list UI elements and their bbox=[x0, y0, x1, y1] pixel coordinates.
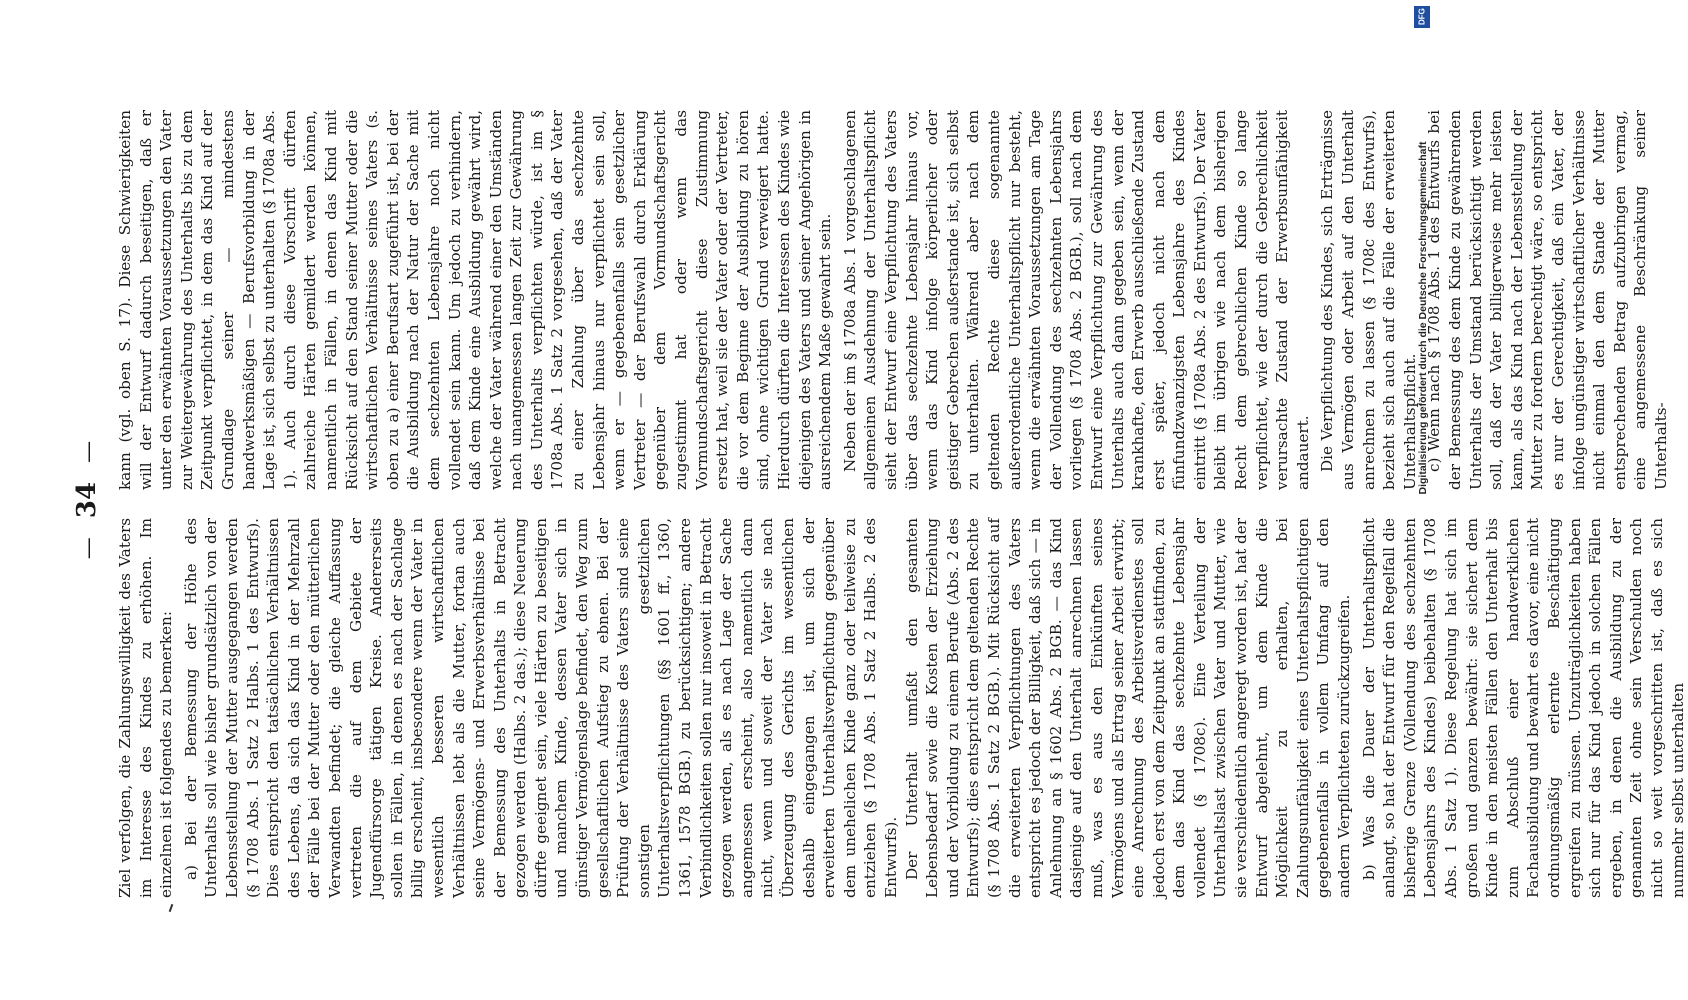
dfg-logo-icon: DFG bbox=[1414, 6, 1430, 28]
paragraph: b) Was die Dauer der Unterhaltspflicht anlangt, so hat der Entwurf für den Regelfall die bisherige Grenze (Vollendung des sechzehnten Lebensjahrs des Kindes) beibehalten (§ 1708 Abs. 1 Satz 1). Diese Regelung hat sich im großen und ganzen bewährt: sie sichert dem Kinde in den meisten Fällen den Unterhalt bis zum Abschluß einer handwerklichen Fachausbildung und bewahrt es davor, eine nicht ordnungsmäßig erlernte Beschäftigung ergreifen zu müssen. Unzuträglichkeiten haben sich nur für das Kind jedoch in solchen Fällen ergeben, in denen die Ausbildung zu der genannten Zeit ohne sein Verschulden noch nicht so weit vorgeschritten ist, daß es sich nunmehr selbst unterhalten bbox=[1359, 518, 1687, 898]
credit-text: Digitalisierung gefördert durch die Deutsche Forschungsgemeinschaft bbox=[1417, 141, 1429, 495]
digitization-credit bbox=[1412, 0, 1434, 1000]
header-dash-left: — bbox=[76, 537, 101, 560]
paragraph: a) Bei der Bemessung der Höhe des Unterhalts soll wie bisher grundsätzlich von der Lebensstellung der Mutter ausgegangen werden (§ 1708 Abs. 1 Satz 2 Halbs. 1 des Entwurfs). Dies entspricht den tatsächlichen Verhältnissen des Lebens, da sich das Kind in der Mehrzahl der Fälle bei der Mutter oder den mütterlichen Verwandten befindet; die gleiche Auffassung vertreten die auf dem Gebiete der Jugendfürsorge tätigen Kreise. Andererseits sollen in Fällen, in denen es nach der Sachlage billig erscheint, insbesondere wenn der Vater in wesentlich besseren wirtschaftlichen Verhältnissen lebt als die Mutter, fortan auch seine Vermögens- und Erwerbsverhältnisse bei der Bemessung des Unterhalts in Betracht gezogen werden (Halbs. 2 das.); diese Neuerung dürfte geeignet sein, viele Härten zu beseitigen und manchem Kinde, dessen Vater sich in günstiger Vermögenslage befindet, den Weg zum gesellschaftlichen Aufstieg zu ebnen. Bei der Prüfung der Verhältnisse des Vaters sind seine sonstigen gesetzlichen Unterhaltsverpflichtungen (§§ 1601 ff., 1360, 1361, 1578 BGB.) zu berücksichtigen; andere Verbindlichkeiten sollen nur insoweit in Betracht gezogen werden, als es nach Lage der Sache angemessen erscheint, also namentlich dann nicht, wenn und soweit der Vater sie nach Überzeugung des Gerichts im wesentlichen deshalb eingegangen ist, um sich der erweiterten Unterhaltsverpflichtung gegenüber dem unehelichen Kinde ganz oder teilweise zu entziehen (§ 1708 Abs. 1 Satz 2 Halbs. 2 des Entwurfs). bbox=[181, 518, 900, 898]
paragraph: Neben der im § 1708a Abs. 1 vorgeschlagenen allgemeinen Ausdehnung der Unterhaltspflicht sieht der Entwurf eine Verpflichtung des Vaters über das sechzehnte Lebensjahr hinaus vor, wenn das Kind infolge körperlicher oder geistiger Gebrechen außerstande ist, sich selbst zu unterhalten. Während aber nach dem geltenden Rechte diese sogenannte außerordentliche Unterhaltspflicht nur besteht, wenn die erwähnten Voraussetzungen am Tage der Vollendung des sechzehnten Lebensjahrs vorliegen (§ 1708 Abs. 2 BGB.), soll nach dem Entwurf eine Verpflichtung zur Gewährung des Unterhalts auch dann gegeben sein, wenn der krankhafte, den Erwerb ausschließende Zustand erst später, jedoch nicht nach dem fünfundzwanzigsten Lebensjahre des Kindes eintritt (§ 1708a Abs. 2 des Entwurfs). Der Vater bleibt im übrigen wie nach dem bisherigen Recht dem gebrechlichen Kinde so lange verpflichtet, wie der durch die Gebrechlichkeit verursachte Zustand der Erwerbsunfähigkeit andauert. bbox=[840, 110, 1312, 490]
paragraph: c) Wenn nach § 1708 Abs. 1 des Entwurfs bei der Bemessung des dem Kinde zu gewährenden Unterhalts der Umstand berücksichtigt werden soll, daß der Vater billigerweise mehr leisten kann, als das Kind nach der Lebensstellung der Mutter zu fordern berechtigt wäre, so entspricht es nur der Gerechtigkeit, daß ein Vater, der infolge ungünstiger wirtschaftlicher Verhältnisse nicht einmal den dem Stande der Mutter entsprechenden Betrag aufzubringen vermag, eine angemessene Beschränkung seiner Unterhalts- bbox=[1425, 110, 1670, 490]
text-column-left bbox=[115, 518, 1687, 898]
paragraph: kann (vgl. oben S. 17). Diese Schwierigkeiten will der Entwurf dadurch beseitigen, daß er unter den erwähnten Voraussetzungen den Vater zur Weitergewährung des Unterhalts bis zu dem Zeitpunkt verpflichtet, in dem das Kind auf der Grundlage seiner — mindestens handwerksmäßigen — Berufsvorbildung in der Lage ist, sich selbst zu unterhalten (§ 1708a Abs. 1). Auch durch diese Vorschrift dürften zahlreiche Härten gemildert werden können, namentlich in Fällen, in denen das Kind mit Rücksicht auf den Stand seiner Mutter oder die wirtschaftlichen Verhältnisse seines Vaters (s. oben zu a) einer Berufsart zugeführt ist, bei der die Ausbildung nach der Natur der Sache mit dem sechzehnten Lebensjahre noch nicht vollendet sein kann. Um jedoch zu verhindern, daß dem Kinde eine Ausbildung gewährt wird, welche der Vater während einer den Umständen nach unangemessen langen Zeit zur Gewährung des Unterhalts verpflichten würde, ist im § 1708a Abs. 1 Satz 2 vorgesehen, daß der Vater zu einer Zahlung über das sechzehnte Lebensjahr hinaus nur verpflichtet sein soll, wenn er — gegebenenfalls sein gesetzlicher Vertreter — der Berufswahl durch Erklärung gegenüber dem Vormundschaftsgericht zugestimmt hat oder wenn das Vormundschaftsgericht diese Zustimmung ersetzt hat, weil sie der Vater oder der Vertreter, die vor dem Beginne der Ausbildung zu hören sind, ohne wichtigen Grund verweigert hatte. Hierdurch dürften die Interessen des Kindes wie diejenigen des Vaters und seiner Angehörigen in ausreichendem Maße gewahrt sein. bbox=[116, 110, 835, 490]
paragraph: Ziel verfolgen, die Zahlungswilligkeit des Vaters im Interesse des Kindes zu erhöhen. Im einzelnen ist folgendes zu bemerken: bbox=[116, 518, 176, 898]
paragraph: Die Verpflichtung des Kindes, sich Erträgnisse aus Vermögen oder Arbeit auf den Unterhalt anrechnen zu lassen (§ 1708c des Entwurfs), bezieht sich auch auf die Fälle der erweiterten Unterhaltspflicht. bbox=[1318, 110, 1419, 490]
paragraph: Der Unterhalt umfaßt den gesamten Lebensbedarf sowie die Kosten der Erziehung und der Vorbildung zu einem Berufe (Abs. 2 des Entwurfs); dies entspricht dem geltenden Rechte (§ 1708 Abs. 1 Satz 2 BGB.). Mit Rücksicht auf die erweiterten Verpflichtungen des Vaters entspricht es jedoch der Billigkeit, daß sich — in Anlehnung an § 1602 Abs. 2 BGB. — das Kind dasjenige auf den Unterhalt anrechnen lassen muß, was es aus den Einkünften seines Vermögens und als Ertrag seiner Arbeit erwirbt; eine Anrechnung des Arbeitsverdienstes soll jedoch erst von dem Zeitpunkt an stattfinden, zu dem das Kind das sechzehnte Lebensjahr vollendet (§ 1708c). Eine Verteilung der Unterhaltslast zwischen Vater und Mutter, wie sie verschiedentlich angeregt worden ist, hat der Entwurf abgelehnt, um dem Kinde die Möglichkeit zu erhalten, bei Zahlungsunfähigkeit eines Unterhaltspflichtigen gegebenenfalls in vollem Umfang auf den andern Verpflichteten zurückzugreifen. bbox=[902, 518, 1354, 898]
header-dash-right: — bbox=[76, 440, 101, 463]
page-number: 34 bbox=[72, 481, 102, 519]
page-header bbox=[67, 90, 107, 910]
